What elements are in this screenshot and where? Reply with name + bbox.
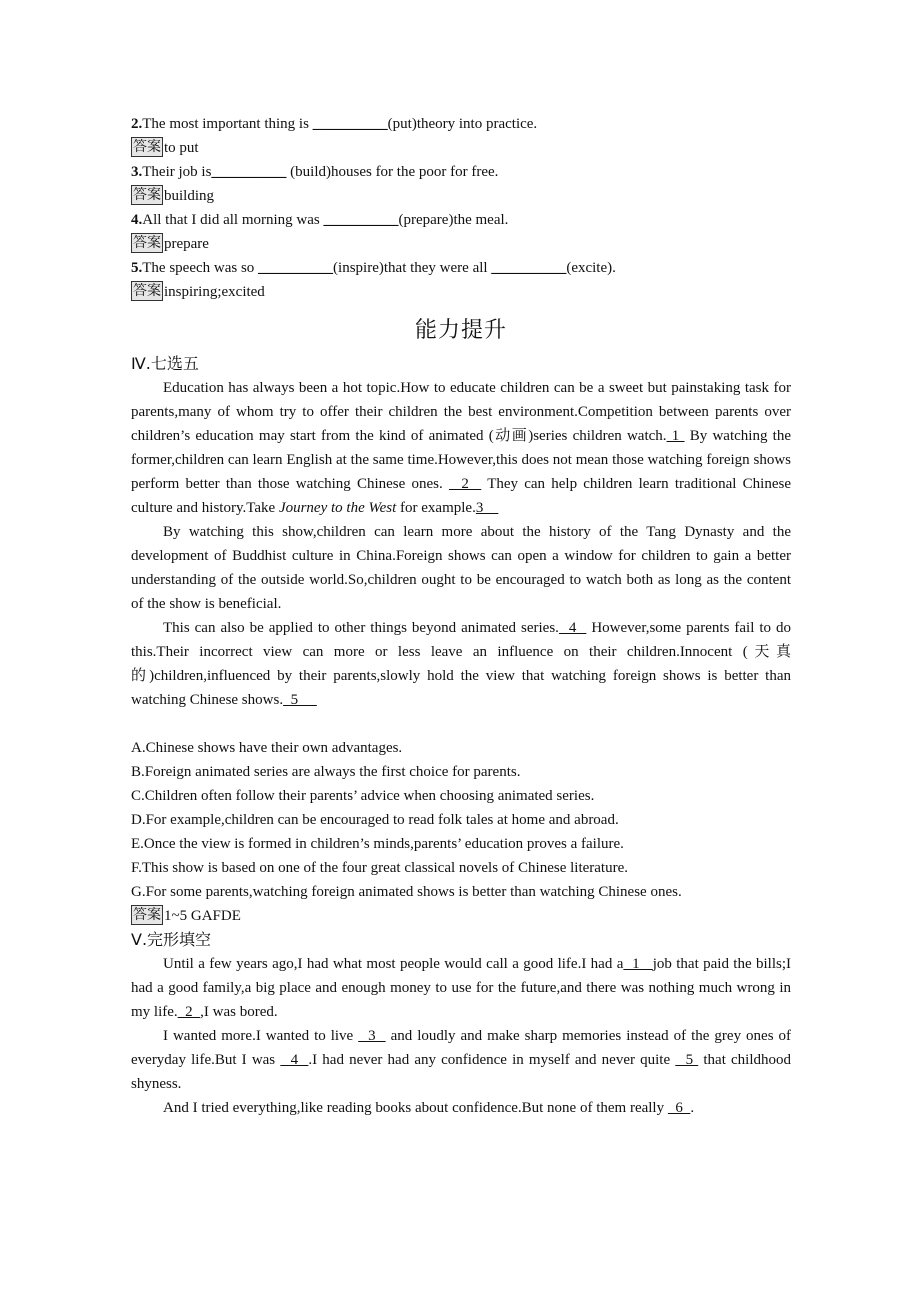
answer-blank: 5 — [283, 692, 317, 708]
section-title: Ⅴ.完形填空 — [131, 930, 212, 949]
passage-text: and loudly and make sharp memories instead of the grey ones of everyday life.But I was — [131, 1028, 792, 1068]
exercise-text: (inspire)that they were all — [333, 260, 492, 276]
exercise-text: (prepare)the meal. — [398, 212, 509, 228]
answer-blank: __________ — [491, 260, 567, 276]
exercise-text: (excite). — [566, 260, 616, 276]
passage-text: I wanted more.I wanted to live — [163, 1028, 359, 1044]
passage-text: This can also be applied to other things beyond animated series. — [163, 620, 559, 636]
exercise-text: (put)theory into practice. — [387, 116, 538, 132]
passage-text: Until a few years ago,I had what most people would call a good life.I had a — [163, 956, 624, 972]
option-item: F.This show is based on one of the four great classical novels of Chinese literature. — [131, 860, 629, 876]
answer-label: 答案 — [133, 283, 161, 299]
exercise-5 — [131, 256, 791, 280]
answer-blank: __________ — [323, 212, 399, 228]
answer-blank: 2 — [448, 476, 482, 492]
option-item: C.Children often follow their parents’ advice when choosing animated series. — [131, 788, 595, 804]
passage-text: . — [690, 1100, 695, 1116]
passage-text: Education has always been a hot topic.How to educate children can be a sweet but painstaking task for parents,many of whom try to offer their children the best environment.Competition between parents over children’s education may start from the kind of animated (动画)series children watch. — [131, 380, 791, 444]
passage-text: for example. — [396, 500, 476, 516]
exercise-3 — [131, 160, 791, 184]
passage-text: However,some parents fail to do this.Their incorrect view can more or less leave an influence on their children.Innocent (天真的)children,influenced by their parents,slowly hold the view that watching foreign shows is better than watching Chinese shows. — [131, 620, 792, 708]
section-title: Ⅳ.七选五 — [131, 354, 199, 373]
exercise-text: The most important thing is — [142, 116, 313, 132]
answer-label: 答案 — [133, 235, 161, 251]
exercise-number: 4. — [131, 212, 143, 228]
exercise-number: 3. — [131, 164, 143, 180]
answer-blank: __________ — [211, 164, 287, 180]
options-list — [131, 736, 791, 904]
answer-blank: 2 — [177, 1004, 201, 1020]
passage-text: By watching the former,children can learn English at the same time.However,this does not mean those watching foreign shows perform better than those watching Chinese ones. — [131, 428, 791, 492]
answer-blank: __________ — [312, 116, 388, 132]
spacer — [131, 712, 791, 736]
exercise-text: The speech was so — [142, 260, 259, 276]
passage-paragraph — [131, 1024, 791, 1096]
answer-label: 答案 — [133, 187, 161, 203]
answer-blank: 6 — [667, 1100, 691, 1116]
book-title: Journey to the West — [278, 500, 397, 516]
answer-blank: 4 — [558, 620, 587, 636]
passage-paragraph — [131, 616, 791, 712]
answer-row — [131, 136, 791, 160]
document-page — [131, 112, 791, 1120]
passage-paragraph — [131, 1096, 791, 1120]
option-item: E.Once the view is formed in children’s minds,parents’ education proves a failure. — [131, 836, 624, 852]
exercise-number: 2. — [131, 116, 143, 132]
answer-row — [131, 904, 791, 928]
option-item: G.For some parents,watching foreign animated shows is better than watching Chinese ones. — [131, 884, 682, 900]
answer-blank: 4 — [280, 1052, 309, 1068]
passage-paragraph — [131, 376, 791, 520]
exercise-2 — [131, 112, 791, 136]
answer-blank: 5 — [675, 1052, 699, 1068]
passage-text: job that paid the bills;I had a good family,a big place and enough money to use for the future,and there was nothing much wrong in my life. — [131, 956, 792, 1020]
answer-row — [131, 232, 791, 256]
passage-paragraph: By watching this show,children can learn more about the history of the Tang Dynasty and the development of Buddhist culture in China.Foreign shows can open a window for children to gain a better understanding of the outside world.So,children ought to be encouraged to watch both as long as the content of the show is beneficial. — [131, 524, 791, 612]
answer-text: building — [164, 188, 215, 204]
exercise-text: (build)houses for the poor for free. — [286, 164, 499, 180]
section-heading: 能力提升 — [414, 318, 507, 343]
answer-label: 答案 — [133, 907, 161, 923]
answer-blank: 3 — [358, 1028, 386, 1044]
option-item: D.For example,children can be encouraged to read folk tales at home and abroad. — [131, 812, 619, 828]
answer-row — [131, 184, 791, 208]
answer-text: to put — [164, 140, 199, 156]
exercise-text: All that I did all morning was — [142, 212, 324, 228]
answer-text: 1~5 GAFDE — [164, 908, 241, 924]
answer-label: 答案 — [133, 139, 161, 155]
passage-text: They can help children learn traditional Chinese culture and history.Take — [131, 476, 791, 516]
answer-blank: 1 — [666, 428, 685, 444]
passage-text: .I had never had any confidence in myself and never quite — [308, 1052, 676, 1068]
passage-paragraph — [131, 952, 791, 1024]
exercise-number: 5. — [131, 260, 143, 276]
answer-blank: __________ — [258, 260, 334, 276]
exercise-text: Their job is — [142, 164, 212, 180]
option-item: B.Foreign animated series are always the first choice for parents. — [131, 764, 521, 780]
option-item: A.Chinese shows have their own advantages. — [131, 740, 403, 756]
answer-row — [131, 280, 791, 304]
answer-blank: 3 — [475, 500, 499, 516]
exercise-4 — [131, 208, 791, 232]
answer-text: prepare — [164, 236, 209, 252]
answer-blank: 1 — [623, 956, 653, 972]
passage-text: ,I was bored. — [200, 1004, 278, 1020]
passage-text: that childhood shyness. — [131, 1052, 792, 1092]
answer-text: inspiring;excited — [164, 284, 265, 300]
passage-text: And I tried everything,like reading books about confidence.But none of them really — [163, 1100, 668, 1116]
